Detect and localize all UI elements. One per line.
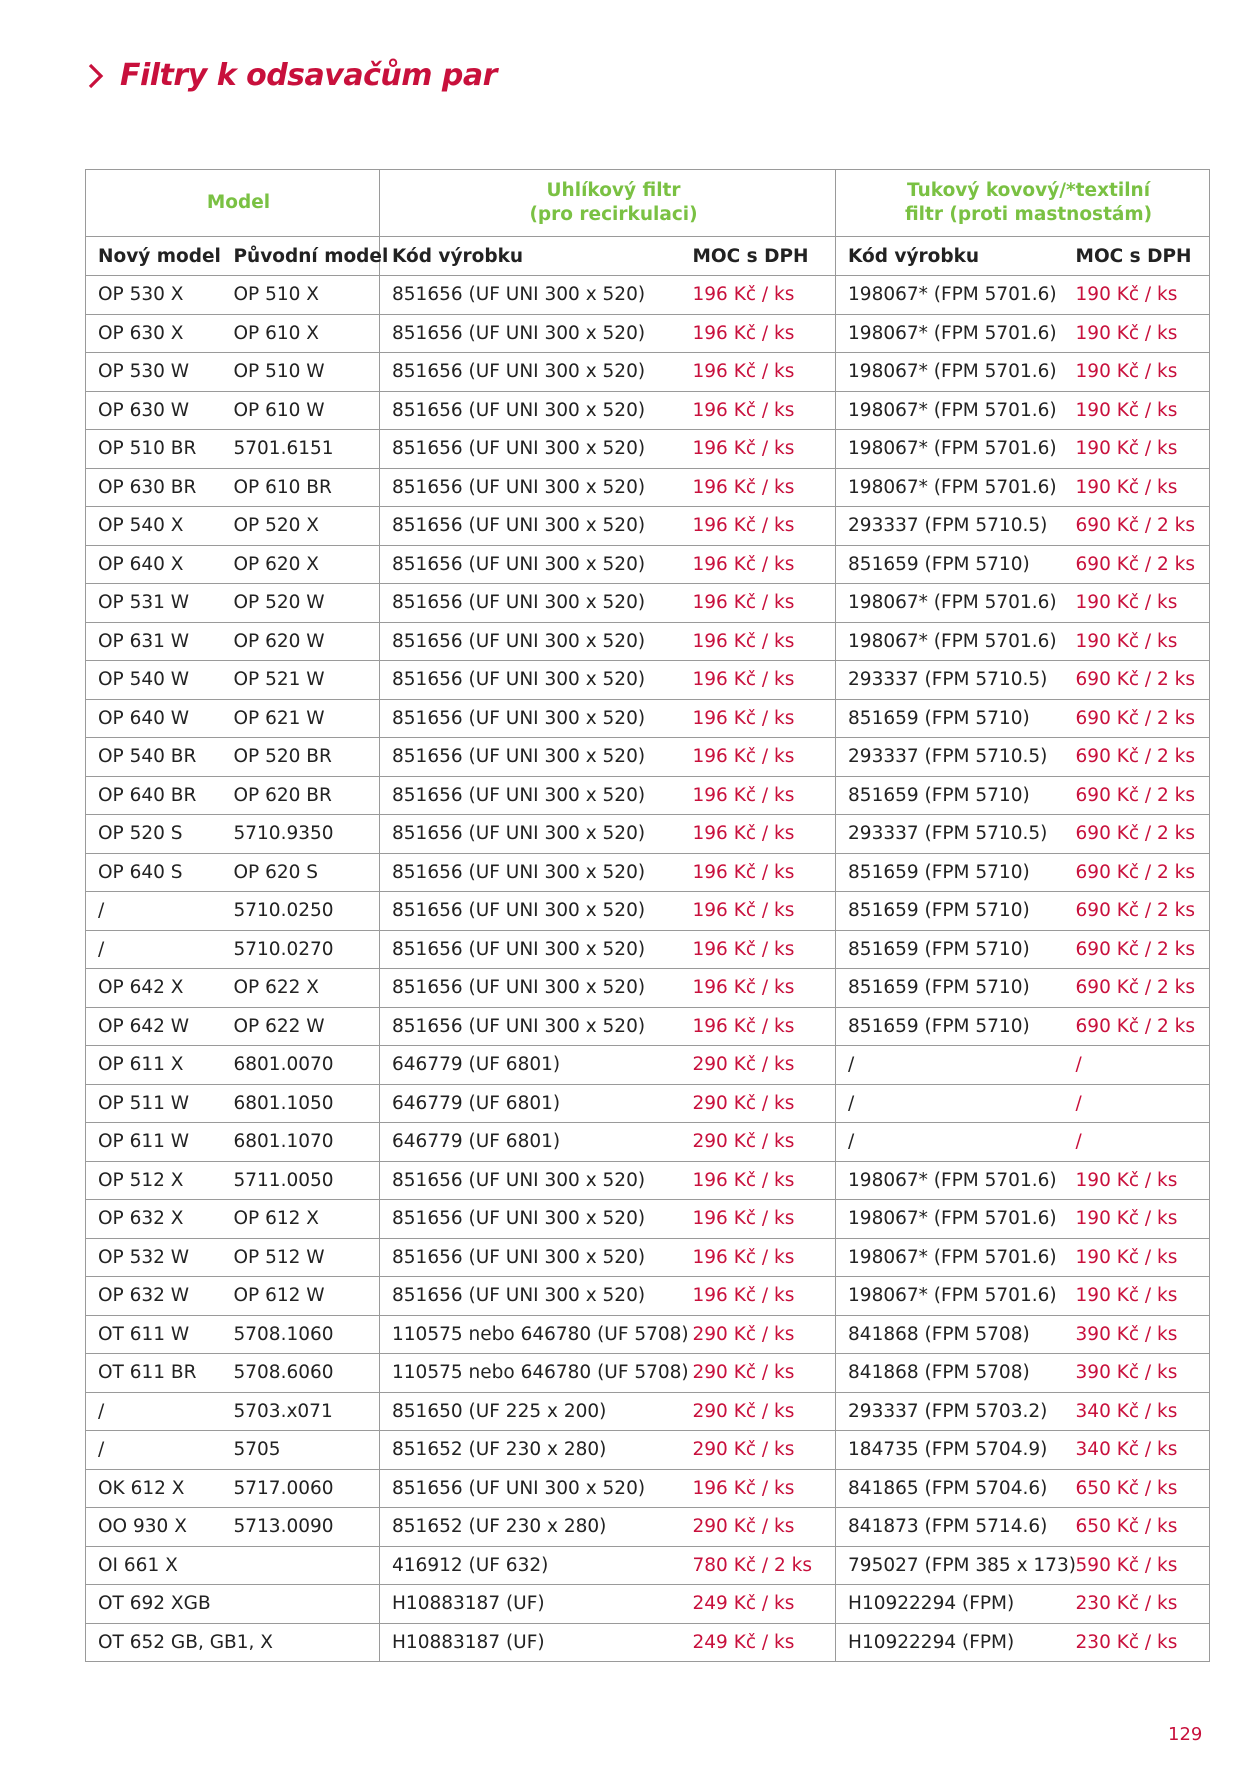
carbon-code-cell: 851650 (UF 225 x 200) (380, 1392, 681, 1431)
carbon-code-cell: 851656 (UF UNI 300 x 520) (380, 276, 681, 315)
new-model-cell: OP 632 X (86, 1200, 222, 1239)
new-model-cell: OP 632 W (86, 1277, 222, 1316)
grease-code-cell: 198067* (FPM 5701.6) (836, 622, 1064, 661)
carbon-code-cell: 851656 (UF UNI 300 x 520) (380, 314, 681, 353)
carbon-price-cell: 196 Kč / ks (681, 892, 836, 931)
grease-price-cell: / (1064, 1084, 1210, 1123)
carbon-price-cell: 196 Kč / ks (681, 276, 836, 315)
carbon-code-cell: 851656 (UF UNI 300 x 520) (380, 430, 681, 469)
page-heading (86, 58, 497, 93)
table-row (86, 1392, 1210, 1431)
table-row (86, 853, 1210, 892)
original-model-cell: OP 520 W (222, 584, 380, 623)
carbon-code-cell: 851656 (UF UNI 300 x 520) (380, 1007, 681, 1046)
column-header-original-model: Původní model (222, 237, 380, 276)
original-model-cell: OP 520 X (222, 507, 380, 546)
carbon-price-cell: 196 Kč / ks (681, 314, 836, 353)
table-row (86, 969, 1210, 1008)
original-model-cell: 5705 (222, 1431, 380, 1470)
grease-code-cell: 198067* (FPM 5701.6) (836, 430, 1064, 469)
grease-price-cell: 230 Kč / ks (1064, 1623, 1210, 1662)
grease-code-cell: 184735 (FPM 5704.9) (836, 1431, 1064, 1470)
carbon-price-cell: 290 Kč / ks (681, 1392, 836, 1431)
grease-price-cell: / (1064, 1123, 1210, 1162)
table-row (86, 815, 1210, 854)
grease-price-cell: 690 Kč / 2 ks (1064, 661, 1210, 700)
carbon-price-cell: 196 Kč / ks (681, 1469, 836, 1508)
new-model-cell: OP 630 W (86, 391, 222, 430)
original-model-cell: 5708.6060 (222, 1354, 380, 1393)
grease-code-cell: 851659 (FPM 5710) (836, 853, 1064, 892)
table-row (86, 1354, 1210, 1393)
table-row (86, 1046, 1210, 1085)
grease-code-cell: / (836, 1123, 1064, 1162)
table-row (86, 507, 1210, 546)
table-row (86, 1623, 1210, 1662)
original-model-cell: 5701.6151 (222, 430, 380, 469)
table-row (86, 468, 1210, 507)
new-model-cell: OP 631 W (86, 622, 222, 661)
carbon-code-cell: 416912 (UF 632) (380, 1546, 681, 1585)
table-row (86, 1315, 1210, 1354)
column-header-carbon-price: MOC s DPH (681, 237, 836, 276)
new-model-cell: OP 540 BR (86, 738, 222, 777)
table-row (86, 584, 1210, 623)
grease-price-cell: 190 Kč / ks (1064, 1238, 1210, 1277)
new-model-cell: OT 652 GB, GB1, X (86, 1623, 222, 1662)
grease-code-cell: 198067* (FPM 5701.6) (836, 1238, 1064, 1277)
original-model-cell: 6801.1050 (222, 1084, 380, 1123)
table-row (86, 622, 1210, 661)
column-header-new-model: Nový model (86, 237, 222, 276)
carbon-code-cell: 851656 (UF UNI 300 x 520) (380, 930, 681, 969)
carbon-price-cell: 196 Kč / ks (681, 353, 836, 392)
new-model-cell: OP 512 X (86, 1161, 222, 1200)
carbon-code-cell: 851656 (UF UNI 300 x 520) (380, 1238, 681, 1277)
carbon-code-cell: 851656 (UF UNI 300 x 520) (380, 545, 681, 584)
carbon-price-cell: 196 Kč / ks (681, 507, 836, 546)
new-model-cell: / (86, 892, 222, 931)
grease-code-cell: 198067* (FPM 5701.6) (836, 353, 1064, 392)
carbon-price-cell: 290 Kč / ks (681, 1123, 836, 1162)
grease-price-cell: 190 Kč / ks (1064, 1277, 1210, 1316)
grease-code-cell: 293337 (FPM 5710.5) (836, 738, 1064, 777)
carbon-code-cell: 851656 (UF UNI 300 x 520) (380, 892, 681, 931)
new-model-cell: OT 692 XGB (86, 1585, 222, 1624)
grease-price-cell: 190 Kč / ks (1064, 353, 1210, 392)
carbon-price-cell: 196 Kč / ks (681, 1277, 836, 1316)
carbon-price-cell: 196 Kč / ks (681, 776, 836, 815)
column-header-grease-code: Kód výrobku (836, 237, 1064, 276)
new-model-cell: OP 630 X (86, 314, 222, 353)
grease-price-cell: 690 Kč / 2 ks (1064, 1007, 1210, 1046)
original-model-cell: 6801.1070 (222, 1123, 380, 1162)
grease-price-cell: 690 Kč / 2 ks (1064, 969, 1210, 1008)
new-model-cell: OP 640 X (86, 545, 222, 584)
table-row (86, 1200, 1210, 1239)
grease-code-cell: 198067* (FPM 5701.6) (836, 1161, 1064, 1200)
carbon-code-cell: 851652 (UF 230 x 280) (380, 1431, 681, 1470)
new-model-cell: OP 540 X (86, 507, 222, 546)
grease-code-cell: 851659 (FPM 5710) (836, 892, 1064, 931)
table-row (86, 776, 1210, 815)
new-model-cell: OP 520 S (86, 815, 222, 854)
table-row (86, 1084, 1210, 1123)
grease-price-cell: 390 Kč / ks (1064, 1315, 1210, 1354)
new-model-cell: / (86, 930, 222, 969)
original-model-cell: 5713.0090 (222, 1508, 380, 1547)
grease-code-cell: 851659 (FPM 5710) (836, 1007, 1064, 1046)
grease-code-cell: 851659 (FPM 5710) (836, 969, 1064, 1008)
original-model-cell: OP 622 X (222, 969, 380, 1008)
original-model-cell: OP 620 BR (222, 776, 380, 815)
new-model-cell: OP 511 W (86, 1084, 222, 1123)
original-model-cell: OP 510 W (222, 353, 380, 392)
grease-code-cell: 198067* (FPM 5701.6) (836, 314, 1064, 353)
carbon-code-cell: 851656 (UF UNI 300 x 520) (380, 584, 681, 623)
grease-code-cell: 851659 (FPM 5710) (836, 699, 1064, 738)
grease-code-cell: 841868 (FPM 5708) (836, 1354, 1064, 1393)
carbon-price-cell: 290 Kč / ks (681, 1315, 836, 1354)
carbon-price-cell: 290 Kč / ks (681, 1508, 836, 1547)
carbon-code-cell: 851656 (UF UNI 300 x 520) (380, 661, 681, 700)
grease-price-cell: 690 Kč / 2 ks (1064, 545, 1210, 584)
carbon-code-cell: 851656 (UF UNI 300 x 520) (380, 776, 681, 815)
grease-price-cell: 190 Kč / ks (1064, 276, 1210, 315)
filter-table (85, 169, 1210, 1662)
carbon-price-cell: 196 Kč / ks (681, 853, 836, 892)
new-model-cell: OP 611 X (86, 1046, 222, 1085)
grease-price-cell: 190 Kč / ks (1064, 430, 1210, 469)
grease-code-cell: 293337 (FPM 5710.5) (836, 815, 1064, 854)
original-model-cell: OP 612 X (222, 1200, 380, 1239)
grease-price-cell: 690 Kč / 2 ks (1064, 930, 1210, 969)
carbon-price-cell: 196 Kč / ks (681, 661, 836, 700)
new-model-cell: OP 510 BR (86, 430, 222, 469)
original-model-cell: 5710.0250 (222, 892, 380, 931)
carbon-code-cell: 851656 (UF UNI 300 x 520) (380, 738, 681, 777)
new-model-cell: OP 611 W (86, 1123, 222, 1162)
original-model-cell: OP 622 W (222, 1007, 380, 1046)
carbon-price-cell: 290 Kč / ks (681, 1431, 836, 1470)
carbon-code-cell: 851656 (UF UNI 300 x 520) (380, 699, 681, 738)
carbon-code-cell: H10883187 (UF) (380, 1585, 681, 1624)
table-row (86, 1431, 1210, 1470)
grease-code-cell: 198067* (FPM 5701.6) (836, 584, 1064, 623)
original-model-cell (222, 1546, 380, 1585)
group-header-carbon-filter: Uhlíkový filtr (pro recirkulaci) (380, 170, 836, 237)
original-model-cell: OP 620 W (222, 622, 380, 661)
grease-price-cell: 190 Kč / ks (1064, 622, 1210, 661)
table-row (86, 1277, 1210, 1316)
grease-code-cell: 198067* (FPM 5701.6) (836, 276, 1064, 315)
carbon-price-cell: 196 Kč / ks (681, 391, 836, 430)
table-row (86, 1585, 1210, 1624)
table-row (86, 1508, 1210, 1547)
table-row (86, 1161, 1210, 1200)
grease-price-cell: 230 Kč / ks (1064, 1585, 1210, 1624)
carbon-code-cell: 851656 (UF UNI 300 x 520) (380, 1277, 681, 1316)
table-row (86, 1007, 1210, 1046)
grease-price-cell: 590 Kč / ks (1064, 1546, 1210, 1585)
table-row (86, 545, 1210, 584)
grease-code-cell: 841865 (FPM 5704.6) (836, 1469, 1064, 1508)
carbon-code-cell: 851656 (UF UNI 300 x 520) (380, 969, 681, 1008)
table-row (86, 276, 1210, 315)
grease-code-cell: 841873 (FPM 5714.6) (836, 1508, 1064, 1547)
grease-price-cell: 690 Kč / 2 ks (1064, 699, 1210, 738)
carbon-price-cell: 196 Kč / ks (681, 468, 836, 507)
original-model-cell: 5711.0050 (222, 1161, 380, 1200)
carbon-code-cell: 851656 (UF UNI 300 x 520) (380, 1161, 681, 1200)
original-model-cell: 5708.1060 (222, 1315, 380, 1354)
carbon-price-cell: 290 Kč / ks (681, 1046, 836, 1085)
original-model-cell: OP 512 W (222, 1238, 380, 1277)
grease-price-cell: 190 Kč / ks (1064, 391, 1210, 430)
carbon-price-cell: 290 Kč / ks (681, 1354, 836, 1393)
carbon-code-cell: 851656 (UF UNI 300 x 520) (380, 391, 681, 430)
carbon-code-cell: 646779 (UF 6801) (380, 1046, 681, 1085)
new-model-cell: OP 531 W (86, 584, 222, 623)
grease-price-cell: 690 Kč / 2 ks (1064, 738, 1210, 777)
grease-code-cell: 851659 (FPM 5710) (836, 776, 1064, 815)
carbon-code-cell: 851656 (UF UNI 300 x 520) (380, 815, 681, 854)
original-model-cell: OP 620 X (222, 545, 380, 584)
carbon-price-cell: 196 Kč / ks (681, 969, 836, 1008)
chevron-right-icon (86, 62, 106, 90)
grease-price-cell: 690 Kč / 2 ks (1064, 815, 1210, 854)
carbon-price-cell: 249 Kč / ks (681, 1623, 836, 1662)
grease-code-cell: 795027 (FPM 385 x 173) (836, 1546, 1064, 1585)
table-row (86, 661, 1210, 700)
column-header-carbon-code: Kód výrobku (380, 237, 681, 276)
grease-price-cell: 190 Kč / ks (1064, 1200, 1210, 1239)
carbon-code-cell: 851652 (UF 230 x 280) (380, 1508, 681, 1547)
table-row (86, 430, 1210, 469)
carbon-price-cell: 196 Kč / ks (681, 699, 836, 738)
original-model-cell: OP 620 S (222, 853, 380, 892)
carbon-code-cell: 646779 (UF 6801) (380, 1084, 681, 1123)
new-model-cell: / (86, 1392, 222, 1431)
new-model-cell: OP 640 BR (86, 776, 222, 815)
carbon-code-cell: 851656 (UF UNI 300 x 520) (380, 468, 681, 507)
grease-code-cell: 851659 (FPM 5710) (836, 930, 1064, 969)
table-row (86, 892, 1210, 931)
carbon-price-cell: 196 Kč / ks (681, 545, 836, 584)
table-row (86, 1546, 1210, 1585)
group-header-model: Model (86, 170, 380, 237)
grease-price-cell: 690 Kč / 2 ks (1064, 853, 1210, 892)
original-model-cell: 5710.9350 (222, 815, 380, 854)
carbon-price-cell: 196 Kč / ks (681, 930, 836, 969)
original-model-cell: OP 610 X (222, 314, 380, 353)
original-model-cell: 6801.0070 (222, 1046, 380, 1085)
original-model-cell: OP 520 BR (222, 738, 380, 777)
table-row (86, 699, 1210, 738)
new-model-cell: OP 640 W (86, 699, 222, 738)
grease-price-cell: 690 Kč / 2 ks (1064, 776, 1210, 815)
original-model-cell: OP 612 W (222, 1277, 380, 1316)
page-title: Filtry k odsavačům par (120, 58, 497, 93)
original-model-cell: OP 610 BR (222, 468, 380, 507)
grease-code-cell: 198067* (FPM 5701.6) (836, 468, 1064, 507)
grease-code-cell: / (836, 1084, 1064, 1123)
grease-price-cell: 690 Kč / 2 ks (1064, 507, 1210, 546)
grease-code-cell: / (836, 1046, 1064, 1085)
grease-code-cell: H10922294 (FPM) (836, 1585, 1064, 1624)
grease-price-cell: 390 Kč / ks (1064, 1354, 1210, 1393)
grease-code-cell: 293337 (FPM 5710.5) (836, 661, 1064, 700)
grease-code-cell: 198067* (FPM 5701.6) (836, 1200, 1064, 1239)
new-model-cell: OT 611 W (86, 1315, 222, 1354)
carbon-price-cell: 196 Kč / ks (681, 815, 836, 854)
carbon-price-cell: 196 Kč / ks (681, 584, 836, 623)
table-row (86, 353, 1210, 392)
grease-price-cell: 190 Kč / ks (1064, 1161, 1210, 1200)
grease-price-cell: 190 Kč / ks (1064, 468, 1210, 507)
grease-code-cell: H10922294 (FPM) (836, 1623, 1064, 1662)
carbon-code-cell: 851656 (UF UNI 300 x 520) (380, 507, 681, 546)
carbon-code-cell: 110575 nebo 646780 (UF 5708) (380, 1315, 681, 1354)
new-model-cell: OP 530 W (86, 353, 222, 392)
original-model-cell: OP 510 X (222, 276, 380, 315)
carbon-price-cell: 780 Kč / 2 ks (681, 1546, 836, 1585)
carbon-price-cell: 196 Kč / ks (681, 1161, 836, 1200)
carbon-price-cell: 196 Kč / ks (681, 430, 836, 469)
grease-price-cell: 190 Kč / ks (1064, 584, 1210, 623)
new-model-cell: OP 642 W (86, 1007, 222, 1046)
grease-code-cell: 293337 (FPM 5710.5) (836, 507, 1064, 546)
table-row (86, 391, 1210, 430)
original-model-cell: OP 521 W (222, 661, 380, 700)
carbon-price-cell: 196 Kč / ks (681, 1007, 836, 1046)
table-row (86, 1123, 1210, 1162)
new-model-cell: OT 611 BR (86, 1354, 222, 1393)
new-model-cell: OP 532 W (86, 1238, 222, 1277)
carbon-price-cell: 196 Kč / ks (681, 738, 836, 777)
new-model-cell: OP 540 W (86, 661, 222, 700)
grease-price-cell: 190 Kč / ks (1064, 314, 1210, 353)
table-row (86, 930, 1210, 969)
original-model-cell: 5717.0060 (222, 1469, 380, 1508)
new-model-cell: OP 640 S (86, 853, 222, 892)
new-model-cell: OP 530 X (86, 276, 222, 315)
new-model-cell: OO 930 X (86, 1508, 222, 1547)
grease-code-cell: 198067* (FPM 5701.6) (836, 1277, 1064, 1316)
carbon-price-cell: 196 Kč / ks (681, 1238, 836, 1277)
column-header-grease-price: MOC s DPH (1064, 237, 1210, 276)
new-model-cell: OP 642 X (86, 969, 222, 1008)
grease-price-cell: 650 Kč / ks (1064, 1469, 1210, 1508)
carbon-code-cell: 851656 (UF UNI 300 x 520) (380, 1200, 681, 1239)
page-number: 129 (1168, 1724, 1203, 1745)
carbon-code-cell: 851656 (UF UNI 300 x 520) (380, 622, 681, 661)
original-model-cell: OP 621 W (222, 699, 380, 738)
carbon-code-cell: 646779 (UF 6801) (380, 1123, 681, 1162)
new-model-cell: OK 612 X (86, 1469, 222, 1508)
grease-code-cell: 841868 (FPM 5708) (836, 1315, 1064, 1354)
carbon-price-cell: 196 Kč / ks (681, 1200, 836, 1239)
grease-code-cell: 198067* (FPM 5701.6) (836, 391, 1064, 430)
original-model-cell (222, 1585, 380, 1624)
original-model-cell: OP 610 W (222, 391, 380, 430)
grease-price-cell: 690 Kč / 2 ks (1064, 892, 1210, 931)
carbon-code-cell: 851656 (UF UNI 300 x 520) (380, 353, 681, 392)
carbon-price-cell: 290 Kč / ks (681, 1084, 836, 1123)
carbon-price-cell: 196 Kč / ks (681, 622, 836, 661)
original-model-cell: 5710.0270 (222, 930, 380, 969)
original-model-cell: 5703.x071 (222, 1392, 380, 1431)
grease-price-cell: 340 Kč / ks (1064, 1431, 1210, 1470)
carbon-code-cell: H10883187 (UF) (380, 1623, 681, 1662)
grease-code-cell: 293337 (FPM 5703.2) (836, 1392, 1064, 1431)
new-model-cell: / (86, 1431, 222, 1470)
table-row (86, 314, 1210, 353)
group-header-grease-filter: Tukový kovový/*textilní filtr (proti mastnostám) (836, 170, 1210, 237)
new-model-cell: OP 630 BR (86, 468, 222, 507)
new-model-cell: OI 661 X (86, 1546, 222, 1585)
table-row (86, 738, 1210, 777)
carbon-code-cell: 851656 (UF UNI 300 x 520) (380, 853, 681, 892)
table-row (86, 1469, 1210, 1508)
carbon-code-cell: 851656 (UF UNI 300 x 520) (380, 1469, 681, 1508)
carbon-code-cell: 110575 nebo 646780 (UF 5708) (380, 1354, 681, 1393)
table-row (86, 1238, 1210, 1277)
carbon-price-cell: 249 Kč / ks (681, 1585, 836, 1624)
grease-price-cell: 650 Kč / ks (1064, 1508, 1210, 1547)
grease-code-cell: 851659 (FPM 5710) (836, 545, 1064, 584)
grease-price-cell: 340 Kč / ks (1064, 1392, 1210, 1431)
grease-price-cell: / (1064, 1046, 1210, 1085)
